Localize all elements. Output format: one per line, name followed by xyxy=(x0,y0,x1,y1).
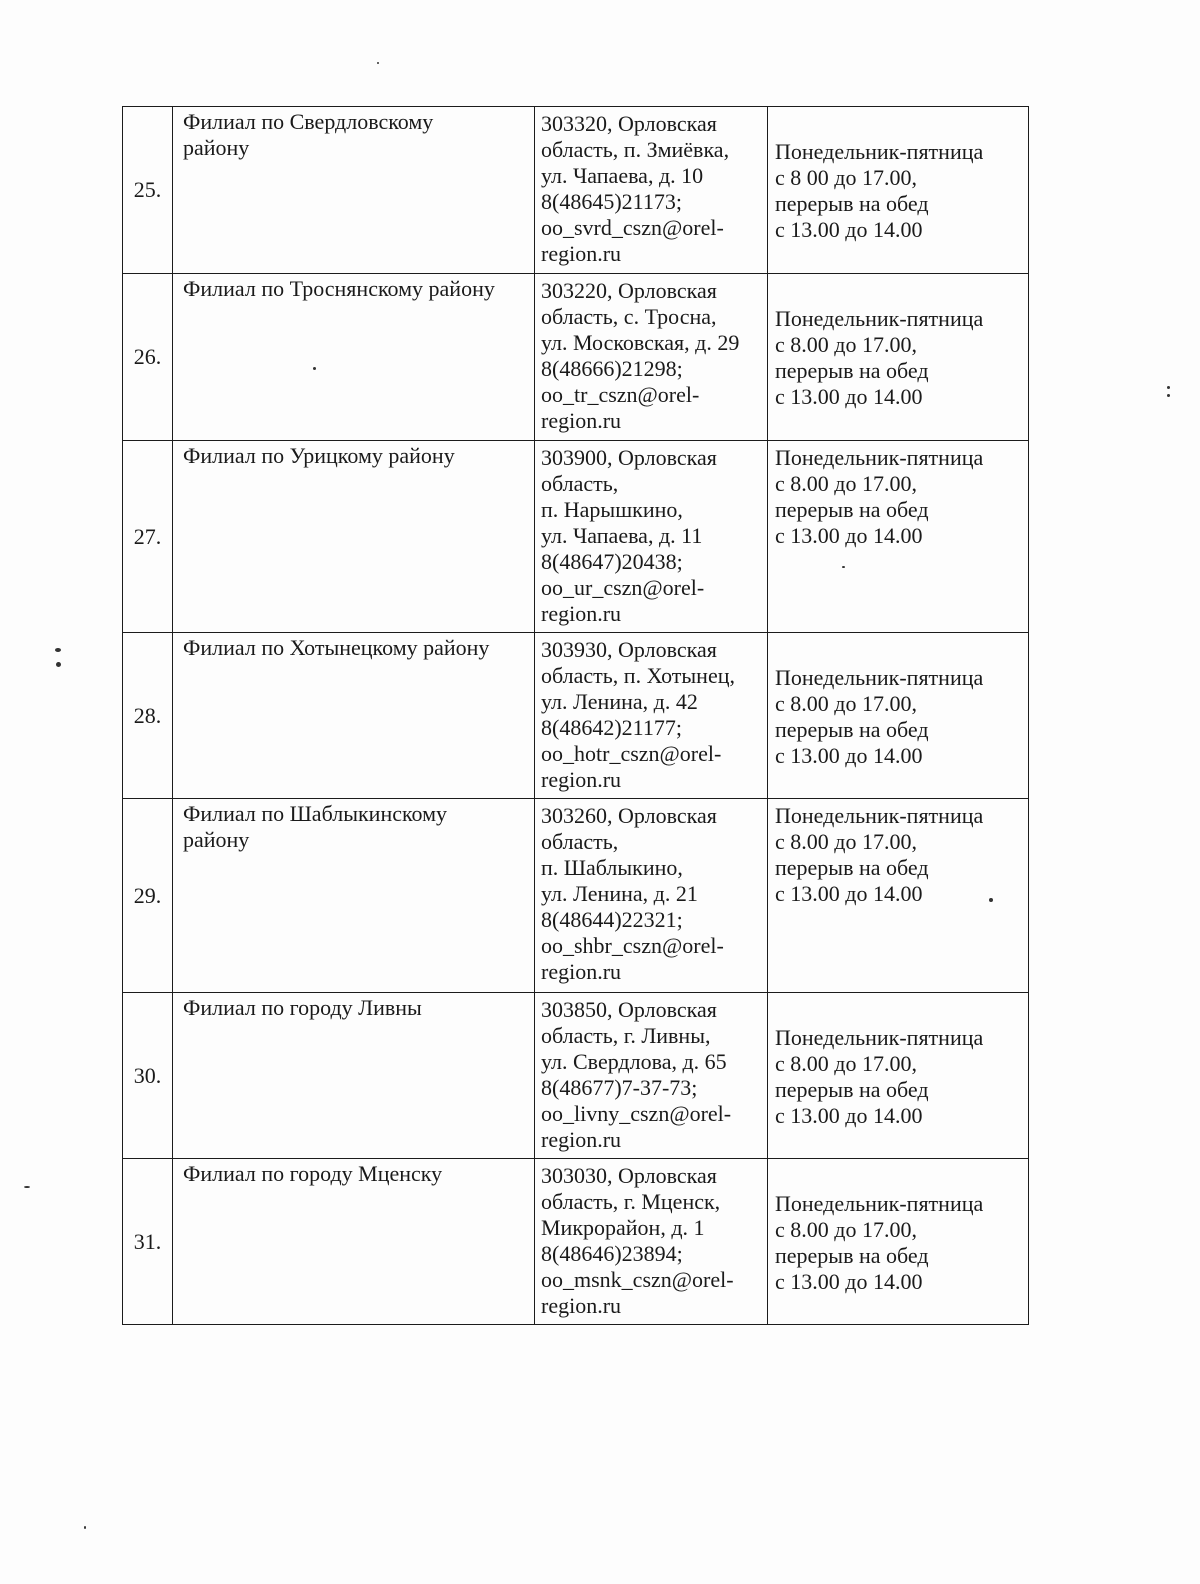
hours-line: с 8.00 до 17.00, xyxy=(775,829,917,854)
address-line: 303930, Орловская xyxy=(541,637,717,662)
email-line: oo_msnk_cszn@orel- xyxy=(541,1267,734,1292)
branch-name xyxy=(173,107,535,274)
branch-name-line: району xyxy=(183,827,250,852)
email-line: region.ru xyxy=(541,408,622,433)
branch-address xyxy=(535,441,768,633)
address-line: 303320, Орловская xyxy=(541,111,717,136)
hours-line: с 13.00 до 14.00 xyxy=(775,384,923,409)
branch-name-line: Филиал по Урицкому району xyxy=(183,443,455,468)
branch-name-line: району xyxy=(183,135,250,160)
scan-speck xyxy=(55,648,61,652)
hours-line: Понедельник-пятница xyxy=(775,139,984,164)
branch-name-line: Филиал по Шаблыкинскому xyxy=(183,801,448,826)
branches-table-body xyxy=(123,107,1029,1325)
table-row xyxy=(123,633,1029,799)
hours-line: Понедельник-пятница xyxy=(775,1190,984,1216)
phone-line: 8(48644)22321; xyxy=(541,907,683,932)
scan-speck xyxy=(1167,394,1170,397)
address-line: область, п. Хотынец, xyxy=(541,663,735,688)
address-line: область, г. Ливны, xyxy=(541,1023,711,1048)
address-line: 303850, Орловская xyxy=(541,997,717,1022)
email-line: region.ru xyxy=(541,767,622,792)
hours-line: Понедельник-пятница xyxy=(775,445,984,470)
email-line: region.ru xyxy=(541,241,622,266)
address-line: 303900, Орловская xyxy=(541,445,717,470)
row-number: 31. xyxy=(123,1159,173,1325)
address-line: область, xyxy=(541,829,619,854)
address-line: 303260, Орловская xyxy=(541,803,717,828)
scan-speck xyxy=(1167,386,1170,389)
row-number: 27. xyxy=(123,441,173,633)
scan-speck xyxy=(24,1186,30,1188)
hours-line: Понедельник-пятница xyxy=(775,664,984,690)
hours-line: с 8.00 до 17.00, xyxy=(775,332,917,357)
branch-name xyxy=(173,993,535,1159)
branch-address xyxy=(535,274,768,441)
email-line: region.ru xyxy=(541,959,622,984)
hours-line: перерыв на обед xyxy=(775,1242,929,1268)
branch-name-line: Филиал по городу Мценску xyxy=(183,1161,443,1186)
email-line: oo_shbr_cszn@orel- xyxy=(541,933,724,958)
hours-line: Понедельник-пятница xyxy=(775,1024,984,1050)
hours-line: с 13.00 до 14.00 xyxy=(775,1268,923,1294)
row-number: 29. xyxy=(123,799,173,993)
table-row xyxy=(123,274,1029,441)
hours-line: перерыв на обед xyxy=(775,191,929,216)
scan-speck xyxy=(377,62,379,64)
branch-name-line: Филиал по Хотынецкому району xyxy=(183,635,490,660)
email-line: region.ru xyxy=(541,1293,622,1318)
branch-name-line: Филиал по городу Ливны xyxy=(183,995,422,1020)
hours-line: с 13.00 до 14.00 xyxy=(775,217,923,242)
hours-line: Понедельник-пятница xyxy=(775,306,984,331)
working-hours xyxy=(768,441,1029,633)
row-number: 28. xyxy=(123,633,173,799)
hours-line: с 8.00 до 17.00, xyxy=(775,690,917,716)
branch-address xyxy=(535,107,768,274)
table-row xyxy=(123,441,1029,633)
working-hours xyxy=(768,633,1029,799)
hours-line: перерыв на обед xyxy=(775,855,929,880)
scan-speck xyxy=(313,367,316,370)
phone-line: 8(48666)21298; xyxy=(541,356,683,381)
hours-line: с 8.00 до 17.00, xyxy=(775,471,917,496)
branch-address xyxy=(535,799,768,993)
hours-line: перерыв на обед xyxy=(775,497,929,522)
address-line: 303220, Орловская xyxy=(541,278,717,303)
table-row xyxy=(123,799,1029,993)
phone-line: 8(48645)21173; xyxy=(541,189,682,214)
branch-name-line: Филиал по Свердловскому xyxy=(183,109,434,134)
address-line: ул. Свердлова, д. 65 xyxy=(541,1049,727,1074)
branch-address xyxy=(535,633,768,799)
scan-speck xyxy=(842,566,845,568)
hours-line: перерыв на обед xyxy=(775,1076,929,1102)
branch-address xyxy=(535,1159,768,1325)
row-number: 26. xyxy=(123,274,173,441)
branch-name xyxy=(173,1159,535,1325)
phone-line: 8(48647)20438; xyxy=(541,549,683,574)
address-line: область, п. Змиёвка, xyxy=(541,137,730,162)
hours-line: перерыв на обед xyxy=(775,716,929,742)
hours-line: с 8 00 до 17.00, xyxy=(775,165,917,190)
address-line: ул. Чапаева, д. 10 xyxy=(541,163,704,188)
hours-line: Понедельник-пятница xyxy=(775,803,984,828)
scan-speck xyxy=(989,898,993,902)
hours-line: перерыв на обед xyxy=(775,358,929,383)
branch-name xyxy=(173,633,535,799)
table-row xyxy=(123,1159,1029,1325)
address-line: область, xyxy=(541,471,619,496)
working-hours xyxy=(768,1159,1029,1325)
email-line: oo_tr_cszn@orel- xyxy=(541,382,700,407)
hours-line: с 8.00 до 17.00, xyxy=(775,1216,917,1242)
table-row xyxy=(123,107,1029,274)
hours-line: с 13.00 до 14.00 xyxy=(775,523,923,548)
address-line: ул. Ленина, д. 42 xyxy=(541,689,698,714)
email-line: oo_svrd_cszn@orel- xyxy=(541,215,724,240)
scan-speck xyxy=(84,1526,86,1529)
working-hours xyxy=(768,274,1029,441)
branch-name xyxy=(173,274,535,441)
branch-name xyxy=(173,441,535,633)
address-line: ул. Чапаева, д. 11 xyxy=(541,523,703,548)
phone-line: 8(48677)7-37-73; xyxy=(541,1075,698,1100)
phone-line: 8(48646)23894; xyxy=(541,1241,683,1266)
row-number: 25. xyxy=(123,107,173,274)
address-line: п. Шаблыкино, xyxy=(541,855,683,880)
phone-line: 8(48642)21177; xyxy=(541,715,682,740)
branch-name-line: Филиал по Троснянскому району xyxy=(183,276,495,301)
table-row xyxy=(123,993,1029,1159)
address-line: ул. Ленина, д. 21 xyxy=(541,881,698,906)
email-line: region.ru xyxy=(541,1127,622,1152)
row-number: 30. xyxy=(123,993,173,1159)
working-hours xyxy=(768,107,1029,274)
branch-address xyxy=(535,993,768,1159)
address-line: 303030, Орловская xyxy=(541,1163,717,1188)
email-line: oo_ur_cszn@orel- xyxy=(541,575,705,600)
hours-line: с 8.00 до 17.00, xyxy=(775,1050,917,1076)
address-line: ул. Московская, д. 29 xyxy=(541,330,740,355)
hours-line: с 13.00 до 14.00 xyxy=(775,742,923,768)
email-line: oo_livny_cszn@orel- xyxy=(541,1101,732,1126)
hours-line: с 13.00 до 14.00 xyxy=(775,1102,923,1128)
branches-table xyxy=(122,106,1029,1325)
address-line: область, г. Мценск, xyxy=(541,1189,721,1214)
working-hours xyxy=(768,993,1029,1159)
email-line: oo_hotr_cszn@orel- xyxy=(541,741,722,766)
branch-name xyxy=(173,799,535,993)
address-line: п. Нарышкино, xyxy=(541,497,683,522)
email-line: region.ru xyxy=(541,601,622,626)
hours-line: с 13.00 до 14.00 xyxy=(775,881,923,906)
address-line: Микрорайон, д. 1 xyxy=(541,1215,705,1240)
address-line: область, с. Тросна, xyxy=(541,304,717,329)
scan-speck xyxy=(56,662,61,667)
working-hours xyxy=(768,799,1029,993)
